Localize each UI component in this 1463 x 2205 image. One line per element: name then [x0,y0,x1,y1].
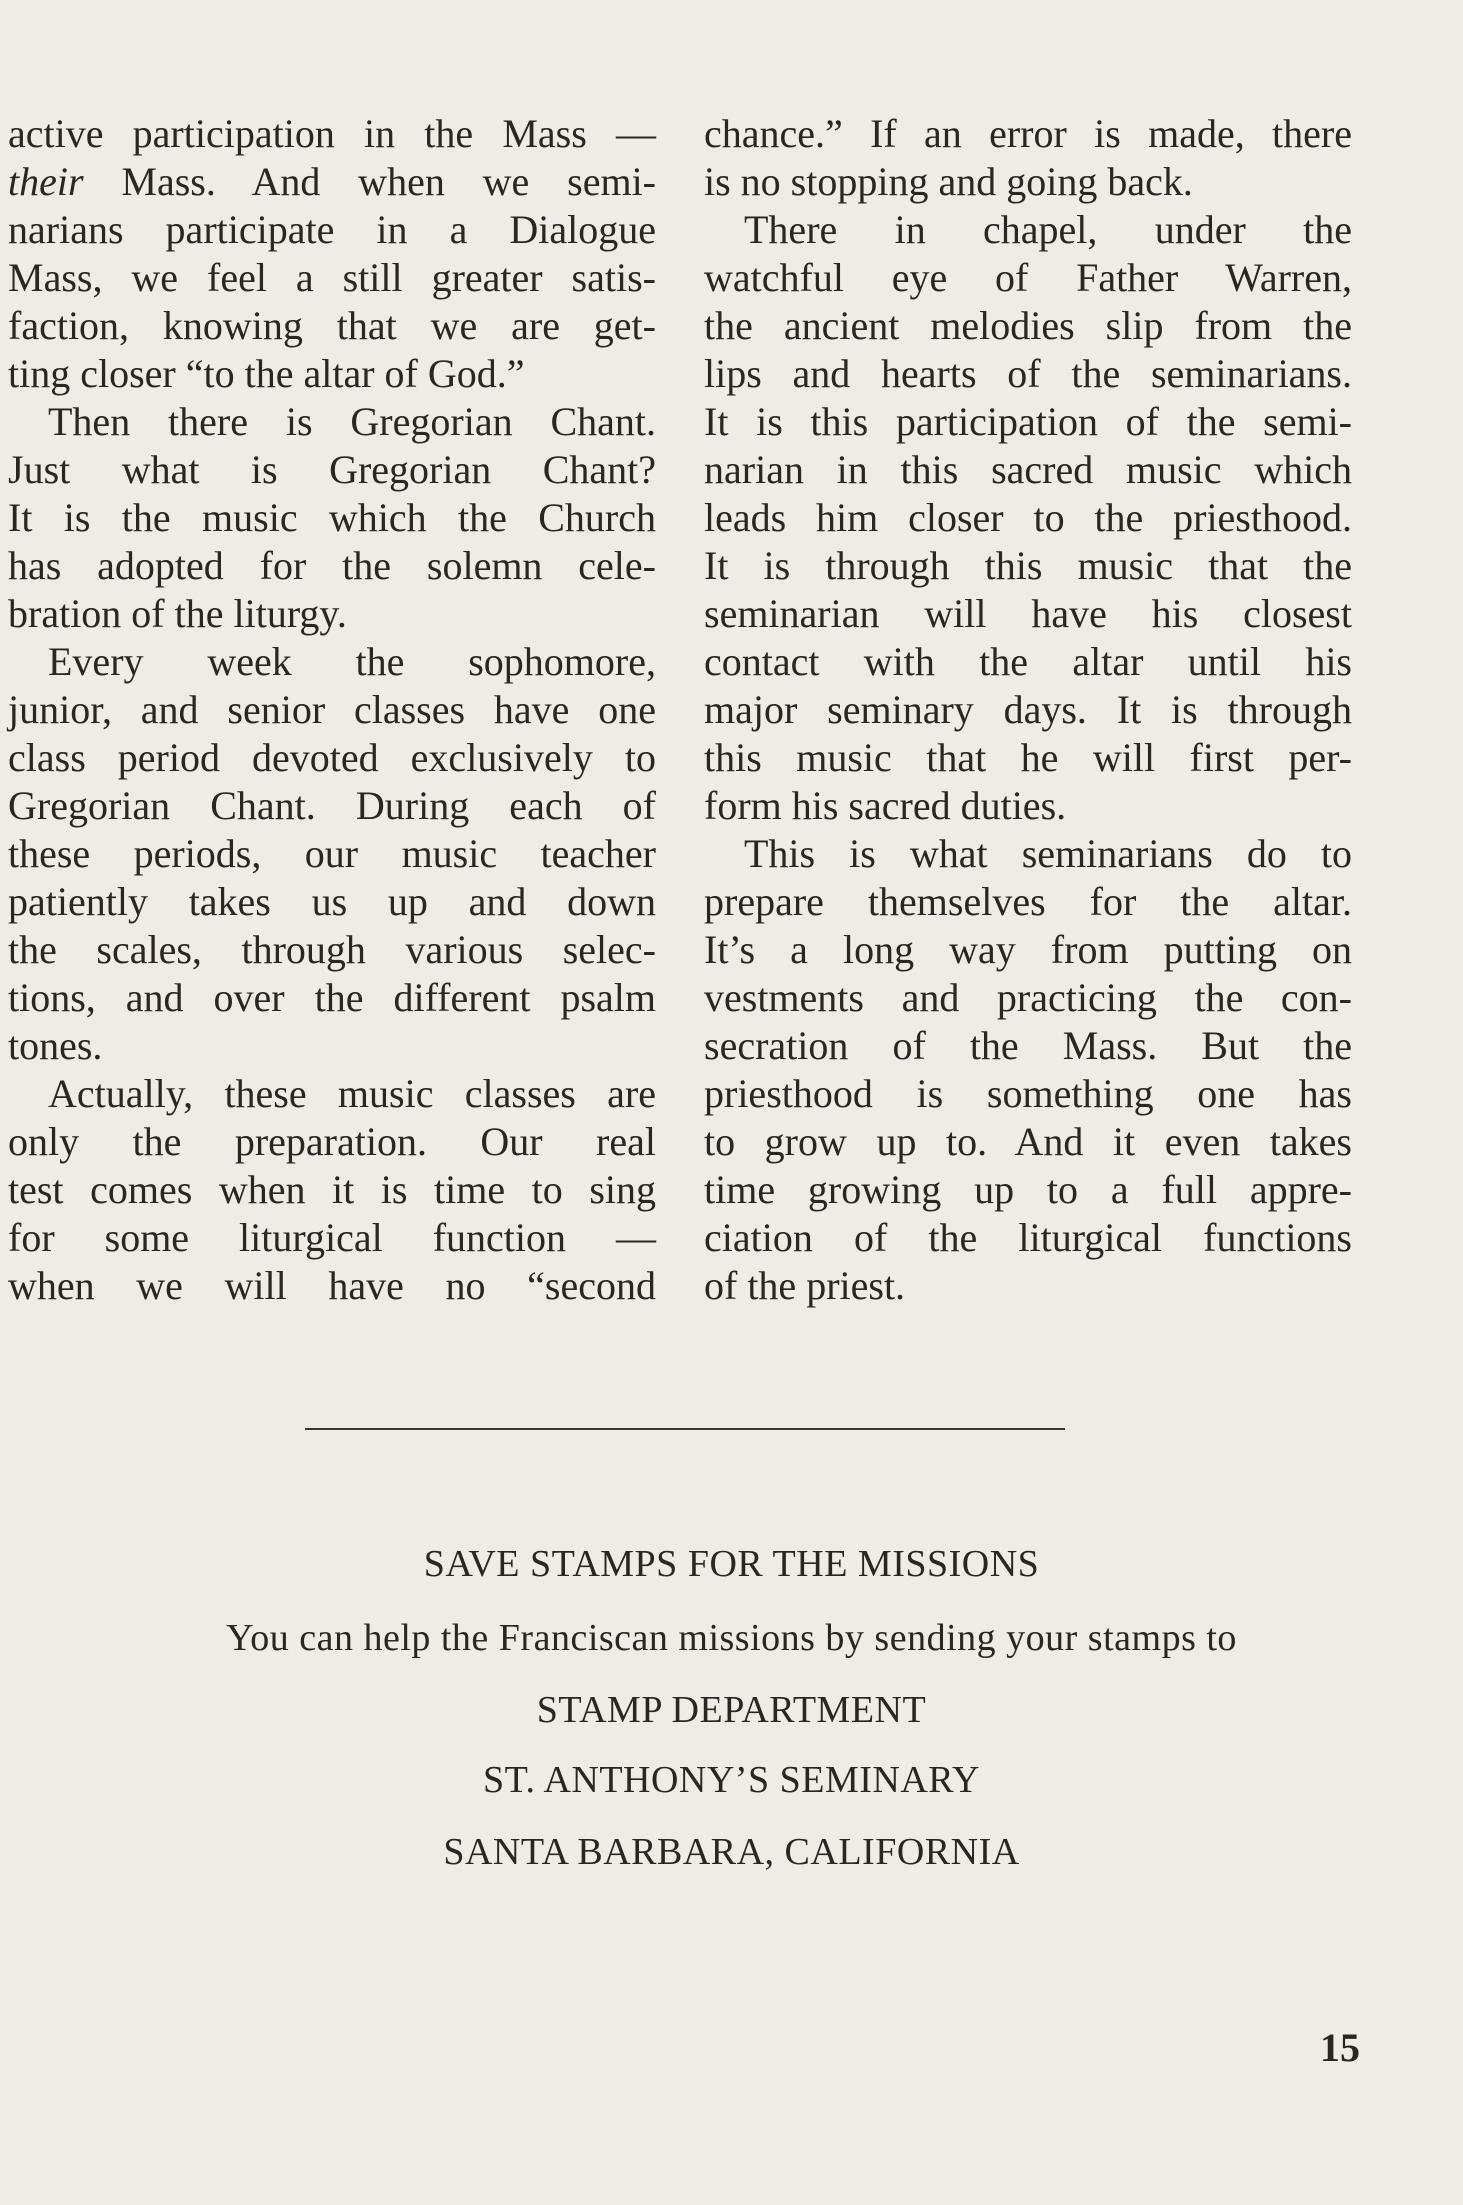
text-line [704,254,1352,302]
line-text: ciation of the liturgical functions [704,1215,1352,1260]
line-text: leads him closer to the priesthood. [704,495,1352,540]
text-line [704,350,1352,398]
line-text: narian in this sacred music which [704,447,1352,492]
line-text: these periods, our music teacher [8,831,656,876]
text-line [704,206,1352,254]
line-text: There in chapel, under the [744,207,1352,252]
text-line [704,1070,1352,1118]
line-text: major seminary days. It is through [704,687,1352,732]
line-text: has adopted for the solemn cele- [8,543,656,588]
text-line [8,446,656,494]
text-line [8,1118,656,1166]
text-line [8,1214,656,1262]
notice-title: SAVE STAMPS FOR THE MISSIONS [423,1543,1040,1585]
line-text: watchful eye of Father Warren, [704,255,1352,300]
line-text: It is the music which the Church [8,495,656,540]
text-line [704,1166,1352,1214]
line-text: patiently takes us up and down [8,879,656,924]
section-divider [305,1428,1065,1430]
text-line [8,1022,656,1070]
text-line [704,494,1352,542]
line-text: narians participate in a Dialogue [8,207,656,252]
text-line [8,590,656,638]
text-line [8,542,656,590]
text-line [8,302,656,350]
line-text: contact with the altar until his [704,639,1352,684]
text-line [8,158,656,206]
text-line [8,734,656,782]
text-line [704,878,1352,926]
line-text: this music that he will first per- [704,735,1352,780]
line-text: junior, and senior classes have one [8,687,656,732]
text-line [8,398,656,446]
text-line [704,158,1352,206]
text-line [704,1022,1352,1070]
line-text: Mass, we feel a still greater satis- [8,255,656,300]
notice-address-line-1: STAMP DEPARTMENT [536,1689,927,1731]
line-text: is no stopping and going back. [704,159,1193,204]
line-text: faction, knowing that we are get- [8,303,656,348]
left-text-column [8,110,656,1310]
text-line [704,446,1352,494]
line-text: to grow up to. And it even takes [704,1119,1352,1164]
line-text: test comes when it is time to sing [8,1167,656,1212]
line-text: Gregorian Chant. During each of [8,783,656,828]
text-line [704,110,1352,158]
text-line [704,590,1352,638]
text-line [8,110,656,158]
text-line [704,830,1352,878]
text-line [704,398,1352,446]
line-text: This is what seminarians do to [744,831,1352,876]
notice-address-line-3: SANTA BARBARA, CALIFORNIA [443,1831,1020,1873]
line-text: active participation in the Mass — [8,111,656,156]
text-line [8,686,656,734]
line-text: time growing up to a full appre- [704,1167,1352,1212]
line-text: Then there is Gregorian Chant. [48,399,656,444]
text-line [8,206,656,254]
line-text: of the priest. [704,1263,906,1308]
line-text: chance.” If an error is made, there [704,111,1352,156]
text-line [8,1262,656,1310]
text-line [8,638,656,686]
text-line [8,1070,656,1118]
line-text: for some liturgical function — [8,1215,656,1260]
line-text: It is this participation of the semi- [704,399,1352,444]
text-line [8,926,656,974]
line-text: vestments and practicing the con- [704,975,1352,1020]
text-line [704,1118,1352,1166]
text-line [8,254,656,302]
notice-body: You can help the Franciscan missions by sending your stamps to [226,1617,1237,1659]
text-line [704,926,1352,974]
text-line [704,542,1352,590]
right-text-column [704,110,1352,1310]
text-line [8,830,656,878]
line-text: secration of the Mass. But the [704,1023,1352,1068]
line-text: ting closer “to the altar of God.” [8,351,525,396]
text-line [8,494,656,542]
line-text: Just what is Gregorian Chant? [8,447,656,492]
line-text: only the preparation. Our real [8,1119,656,1164]
text-line [704,734,1352,782]
text-line [704,638,1352,686]
text-line [704,1262,1352,1310]
line-text: prepare themselves for the altar. [704,879,1352,924]
line-text: when we will have no “second [8,1263,656,1308]
line-text: the ancient melodies slip from the [704,303,1352,348]
line-text: It is through this music that the [704,543,1352,588]
line-text: class period devoted exclusively to [8,735,656,780]
text-line [8,1166,656,1214]
text-line [704,686,1352,734]
text-line [8,350,656,398]
text-line [704,302,1352,350]
line-text: lips and hearts of the seminarians. [704,351,1352,396]
line-text: tions, and over the different psalm [8,975,656,1020]
text-line [704,1214,1352,1262]
line-text: It’s a long way from putting on [704,927,1352,972]
line-text: form his sacred duties. [704,783,1067,828]
text-line [8,782,656,830]
text-line [704,782,1352,830]
line-text: tones. [8,1023,103,1068]
line-text: Mass. And when we semi- [83,159,656,204]
text-line [8,878,656,926]
line-text: Every week the sophomore, [48,639,656,684]
notice-address-line-2: ST. ANTHONY’S SEMINARY [483,1759,980,1801]
line-text: seminarian will have his closest [704,591,1352,636]
emphasis-text: their [8,159,84,204]
page-number: 15 [1320,2025,1360,2070]
text-line [704,974,1352,1022]
text-line [8,974,656,1022]
line-text: the scales, through various selec- [8,927,656,972]
line-text: bration of the liturgy. [8,591,347,636]
line-text: priesthood is something one has [704,1071,1352,1116]
line-text: Actually, these music classes are [48,1071,656,1116]
